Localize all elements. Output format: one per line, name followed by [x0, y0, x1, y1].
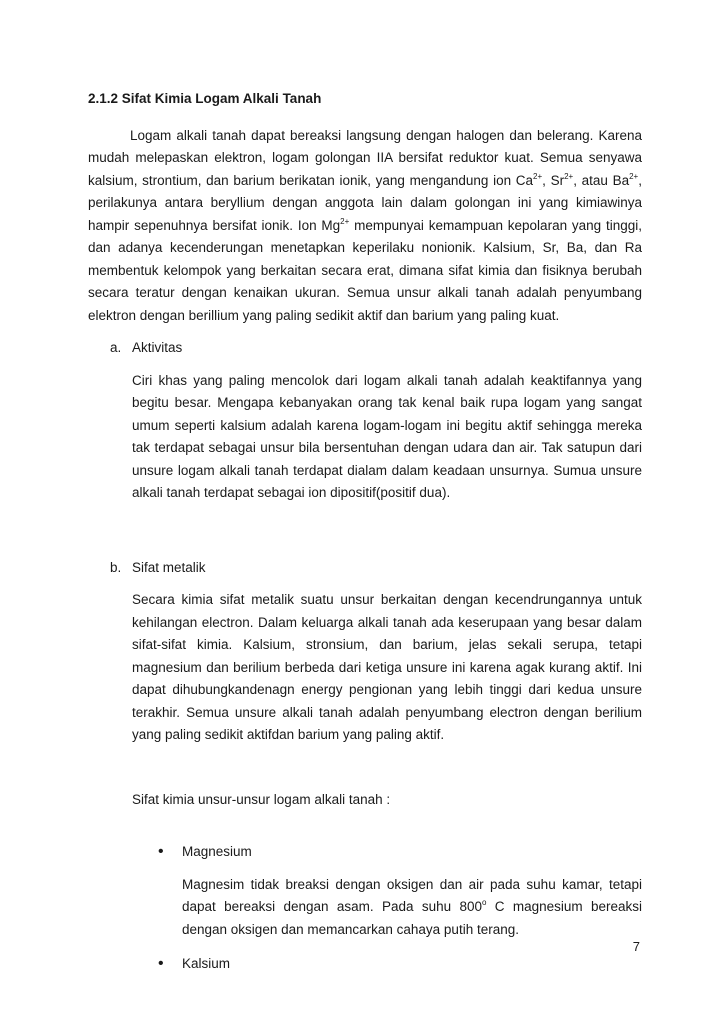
subsection-heading	[110, 557, 642, 580]
subsection-letter: a.	[110, 340, 122, 355]
intro-text-2: , Sr	[542, 172, 565, 188]
subsection-title: Aktivitas	[132, 340, 183, 355]
superscript-degree: o	[481, 898, 487, 907]
subsection-body: Secara kimia sifat metalik suatu unsur berkaitan dengan kecendrungannya untuk kehilangan electron. Dalam keluarga alkali tanah ada keserupaan yang besar dalam sifat-sifat kimia. Kalsium, stronsium, dan barium, jelas sekali serupa, tetapi magnesium dan berilium berbeda dari ketiga unsure ini karena agak kurang aktif. Ini dapat dihubungkandenagn energy pengionan yang lebih tinggi dari kedua unsure terakhir. Semua unsure alkali tanah adalah penyumbang electron dengan berilium yang paling sedikit aktifdan barium yang paling aktif.	[132, 592, 642, 742]
intro-text-4: , perilakunya antara beryllium dengan anggota lain dalam golongan ini yang kimiawinya hampir sepenuhnya bersifat ionik. Ion Mg	[88, 172, 642, 233]
bullet-icon: •	[158, 955, 164, 972]
bullet-icon: •	[158, 843, 164, 860]
list-item-magnesium	[158, 841, 642, 941]
list-item-text-2: C magnesium bereaksi dengan oksigen dan memancarkan cahaya putih terang.	[182, 899, 643, 937]
list-item-heading	[158, 953, 642, 976]
intro-text-5: mempunyai kemampuan kepolaran yang tinggi, dan adanya kecenderungan menetapkan keperilaku nonionik. Kalsium, Sr, Ba, dan Ra membentuk kelompok yang berkaitan secara erat, dimana sifat kimia dan fisiknya berubah secara teratur dengan kenaikan ukuran. Semua unsur alkali tanah adalah penyumbang elektron dengan berillium yang paling sedikit aktif dan barium yang paling kuat.	[88, 217, 642, 323]
superscript-charge: 2+	[564, 171, 574, 181]
subsection-title: Sifat metalik	[132, 559, 206, 575]
list-item-title: Kalsium	[182, 956, 231, 971]
list-item-heading	[158, 841, 642, 864]
list-item-body	[182, 874, 642, 942]
superscript-charge: 2+	[340, 216, 350, 226]
list-title: Sifat kimia unsur-unsur logam alkali tanah :	[132, 791, 391, 807]
page-content	[88, 88, 642, 976]
intro-text-3: , atau Ba	[573, 172, 630, 188]
subsection-letter: b.	[110, 559, 122, 575]
subsection-sifat-metalik	[110, 557, 642, 747]
list-item-text-1: Magnesim tidak breaksi dengan oksigen dan air pada suhu kamar, tetapi dapat bereaksi dengan asam. Pada suhu 800	[182, 876, 642, 914]
intro-text-1: Logam alkali tanah dapat bereaksi langsung dengan halogen dan belerang. Karena mudah melepaskan elektron, logam golongan IIA bersifat reduktor kuat. Semua senyawa kalsium, strontium, dan barium berikatan ionik, yang mengandung ion Ca	[88, 127, 642, 188]
spacer	[88, 505, 642, 547]
superscript-charge: 2+	[629, 171, 639, 181]
section-heading: 2.1.2 Sifat Kimia Logam Alkali Tanah	[88, 91, 322, 106]
subsection-aktivitas	[110, 337, 642, 505]
subsection-body: Ciri khas yang paling mencolok dari logam alkali tanah adalah keaktifannya yang begitu besar. Mengapa kebanyakan orang tak kenal baik rupa logam yang sangat umum seperti kalsium adalah karena logam-logam ini begitu aktif sehingga mereka tak terdapat sebagai unsur bila bersentuhan dengan udara dan air. Tak satupun dari unsure logam alkali tanah terdapat dialam dalam keadaan unsurnya. Sumua unsure alkali tanah terdapat sebagai ion dipositif(positif dua).	[132, 372, 642, 500]
list-item-kalsium	[158, 953, 642, 976]
superscript-charge: 2+	[533, 171, 543, 181]
page-number: 7	[632, 939, 640, 954]
list-item-title: Magnesium	[182, 844, 252, 859]
intro-paragraph	[88, 125, 642, 328]
spacer	[88, 747, 642, 789]
subsection-heading	[110, 337, 642, 360]
